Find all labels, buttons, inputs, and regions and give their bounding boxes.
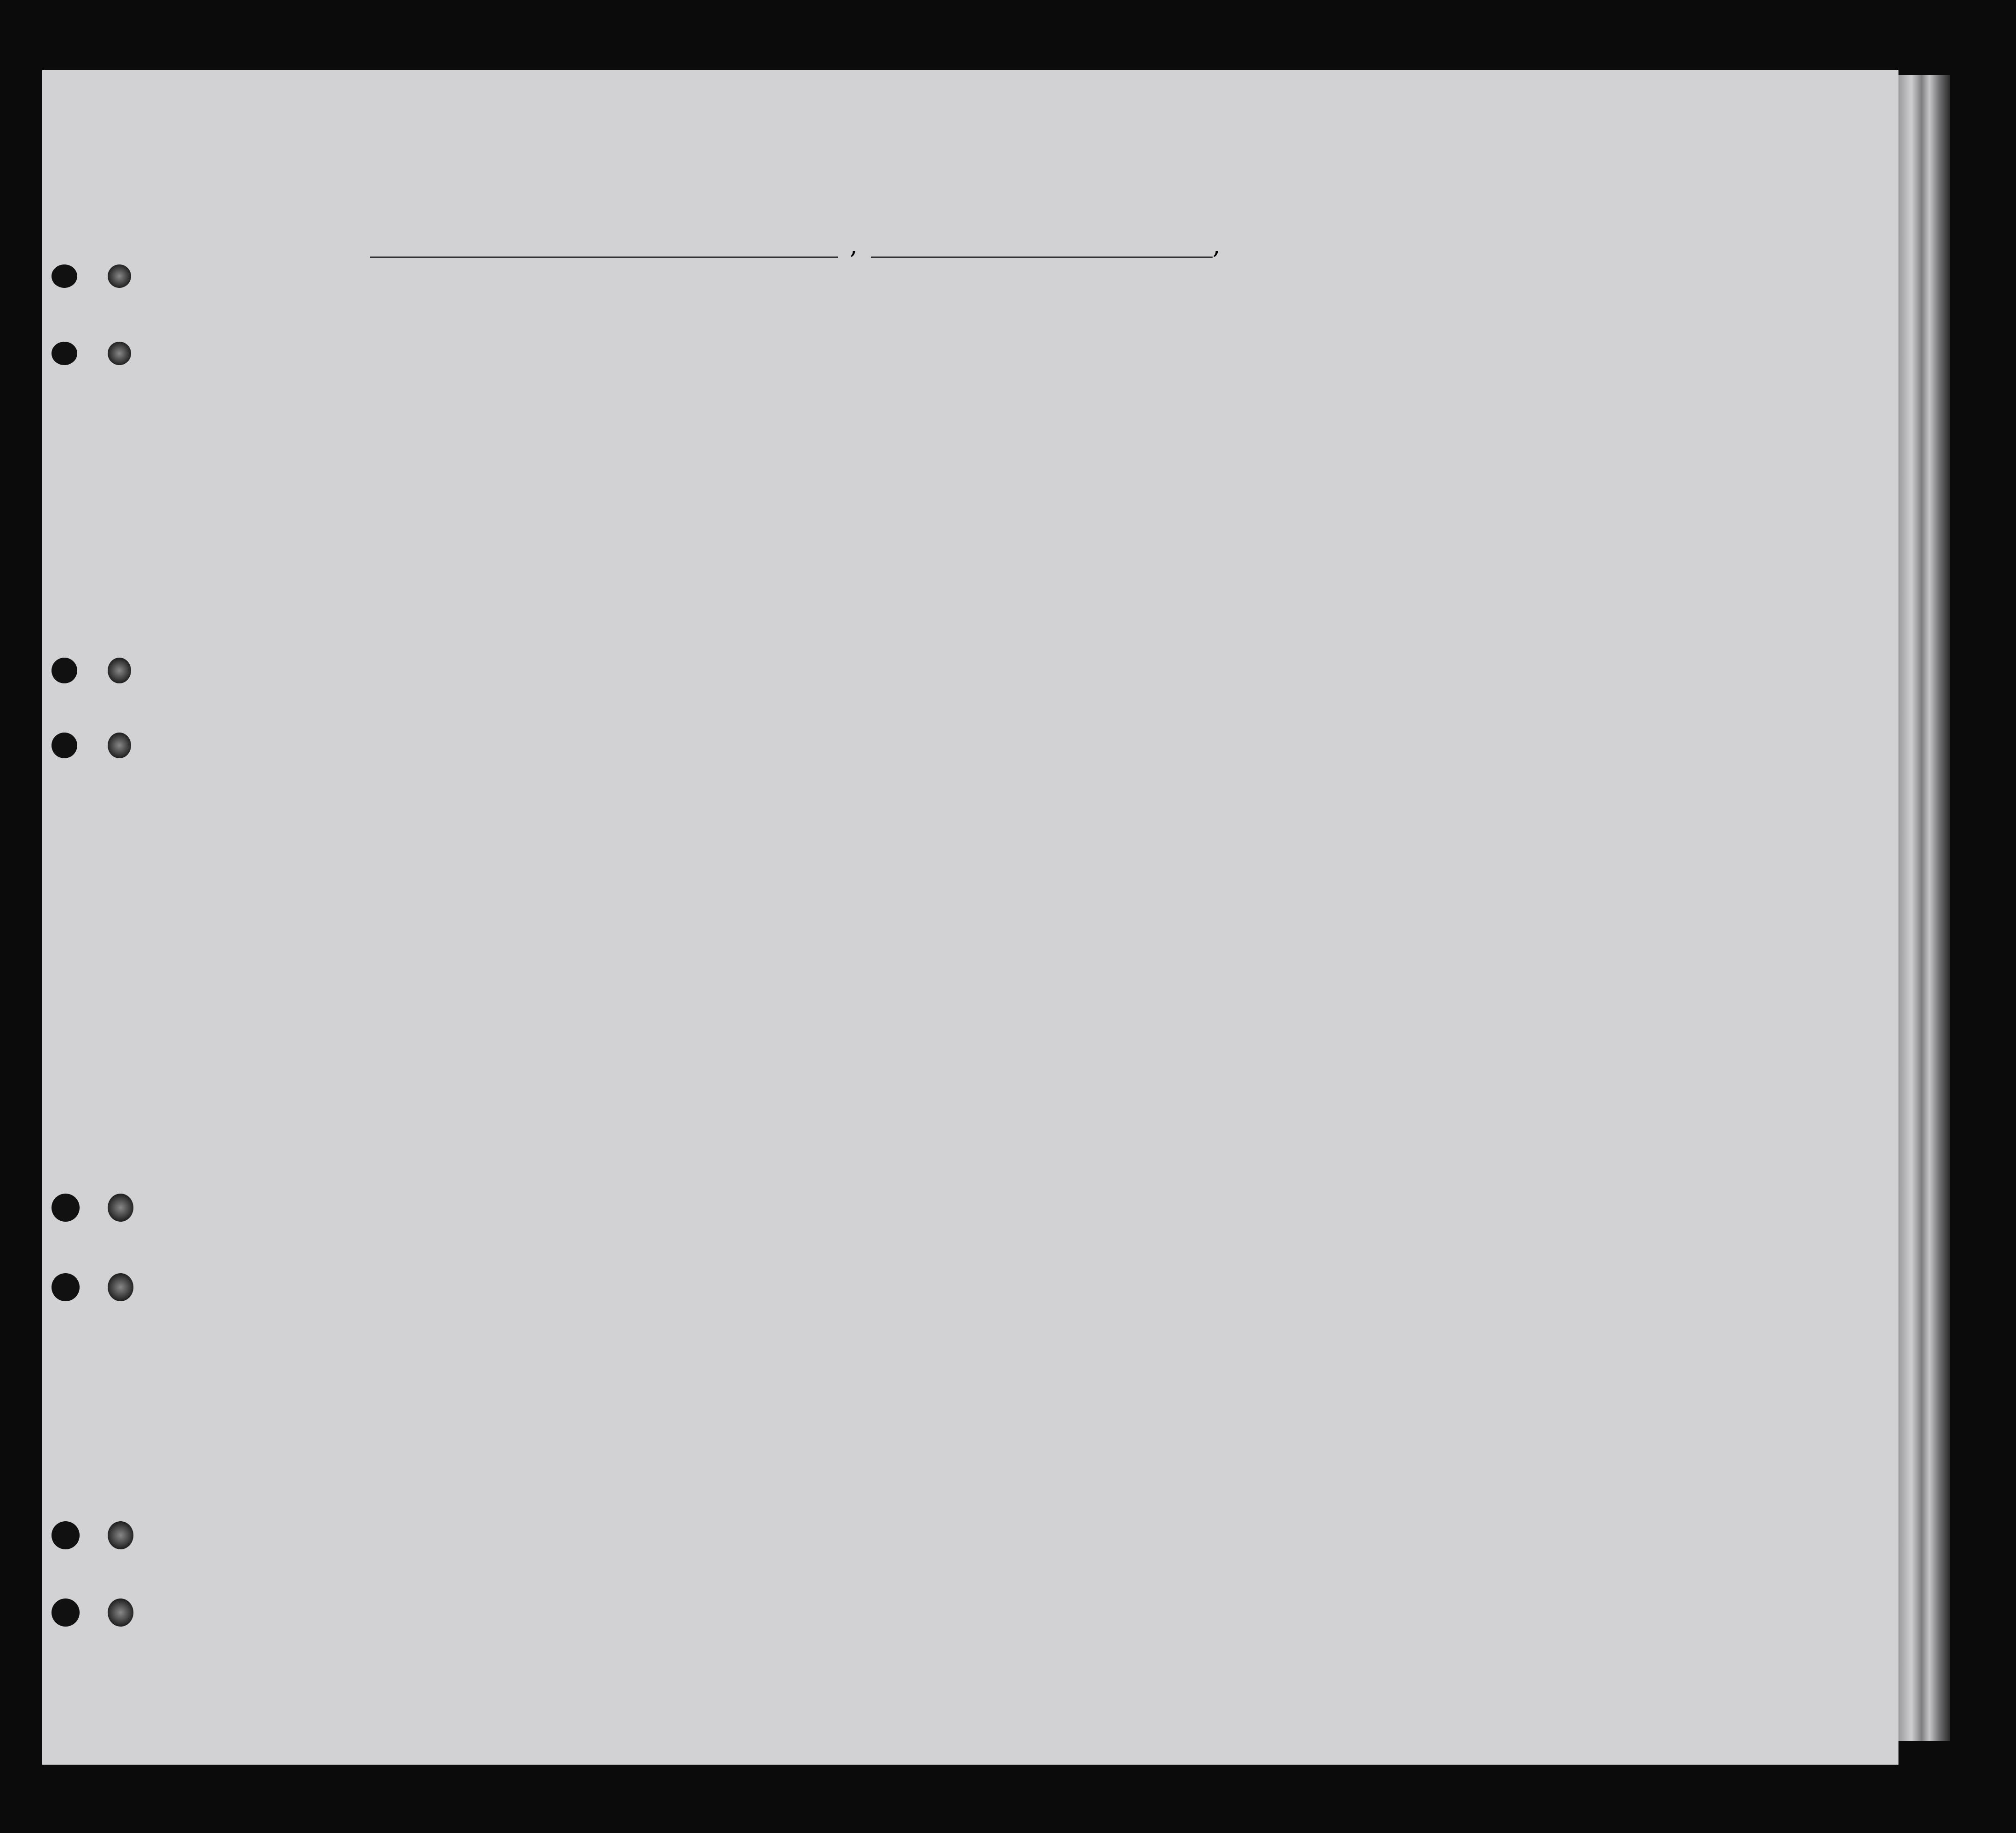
punch-hole	[108, 342, 131, 365]
punch-hole	[52, 1273, 80, 1301]
manifest-grid	[42, 70, 1898, 1765]
punch-hole	[52, 658, 77, 683]
punch-hole	[108, 1273, 133, 1301]
comma-1: ,	[850, 232, 858, 260]
punch-hole	[108, 1598, 133, 1627]
punch-hole	[108, 1521, 133, 1549]
page-stack-edge	[1898, 75, 1950, 1741]
comma-2: ,	[1213, 232, 1221, 260]
punch-hole	[52, 264, 77, 288]
punch-hole	[52, 1598, 80, 1627]
punch-hole	[52, 342, 77, 365]
manifest-sheet	[42, 70, 1898, 1765]
punch-hole	[52, 1521, 80, 1549]
punch-hole	[108, 658, 131, 683]
punch-hole	[108, 1194, 133, 1222]
punch-hole	[52, 733, 77, 758]
punch-hole	[108, 733, 131, 758]
punch-hole	[52, 1194, 80, 1222]
punch-hole	[108, 264, 131, 288]
